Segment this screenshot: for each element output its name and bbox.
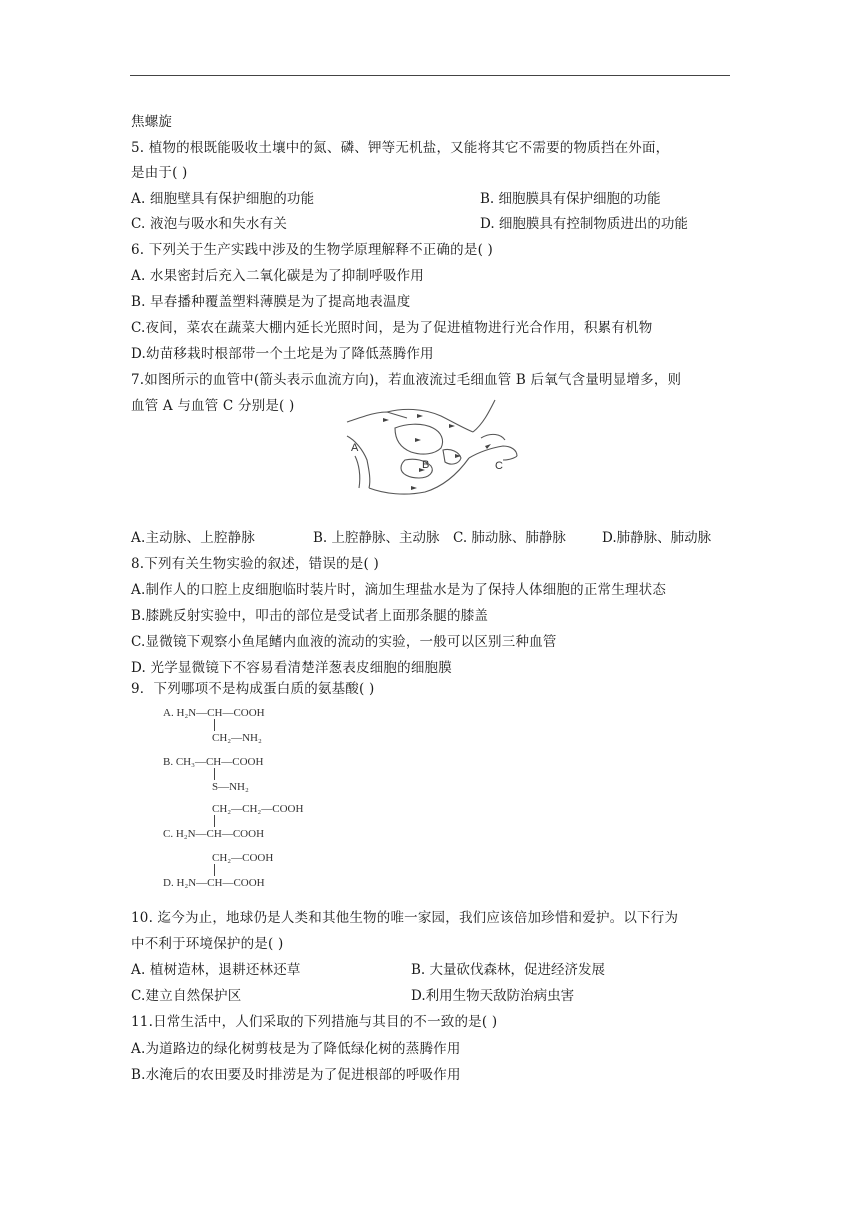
question-5-option-c: C. 液泡与吸水和失水有关 (131, 216, 288, 232)
option-c-formula: C. H₂N—CH—COOH (163, 828, 265, 840)
question-5-option-d: D. 细胞膜具有控制物质进出的功能 (480, 216, 688, 232)
question-8-option-d: D. 光学显微镜下不容易看清楚洋葱表皮细胞的细胞膜 (131, 660, 452, 676)
option-b-bond (214, 768, 215, 780)
question-7-option-a: A.主动脉、上腔静脉 (131, 530, 256, 546)
question-11-stem: 11.日常生活中，人们采取的下列措施与其目的不一致的是( ) (131, 1014, 498, 1030)
question-8-stem: 8.下列有关生物实验的叙述，错误的是( ) (131, 556, 379, 572)
question-7-option-c: C. 肺动脉、肺静脉 (453, 530, 566, 546)
question-5-stem: 5. 植物的根既能吸收土壤中的氮、磷、钾等无机盐，又能将其它不需要的物质挡在外面， (131, 140, 670, 156)
option-d-formula: D. H₂N—CH—COOH (163, 877, 265, 889)
question-7-stem-cont: 血管 A 与血管 C 分别是( ) (131, 398, 295, 414)
question-7-stem: 7.如图所示的血管中(箭头表示血流方向)，若血液流过毛细血管 B 后氧气含量明显增多，则 (131, 372, 682, 388)
question-6-option-b: B. 早春播种覆盖塑料薄膜是为了提高地表温度 (131, 294, 411, 310)
vessel-label-c: C (495, 460, 503, 472)
question-10-option-b: B. 大量砍伐森林，促进经济发展 (411, 962, 606, 978)
option-b-formula: B. CH₃—CH—COOH (163, 756, 264, 768)
question-6-option-d: D.幼苗移栽时根部带一个土坨是为了降低蒸腾作用 (131, 346, 434, 362)
question-10-option-a: A. 植树造林，退耕还林还草 (131, 962, 301, 978)
option-c-side-chain: CH₂—CH₂—COOH (212, 803, 304, 815)
question-5-option-b: B. 细胞膜具有保护细胞的功能 (480, 191, 661, 207)
question-10-option-c: C.建立自然保护区 (131, 988, 242, 1004)
header-rule (130, 75, 730, 76)
vessel-label-a: A (351, 442, 359, 454)
option-a-bond (214, 719, 215, 731)
option-b-side-chain: S—NH₂ (212, 781, 249, 793)
question-5-option-a: A. 细胞壁具有保护细胞的功能 (131, 191, 315, 207)
question-6-option-c: C.夜间，菜农在蔬菜大棚内延长光照时间，是为了促进植物进行光合作用，积累有机物 (131, 320, 653, 336)
question-11-option-b: B.水淹后的农田要及时排涝是为了促进根部的呼吸作用 (131, 1067, 461, 1083)
question-10-stem: 10. 迄今为止，地球仍是人类和其他生物的唯一家园，我们应该倍加珍惜和爱护。以下行为 (131, 910, 679, 926)
question-7-option-b: B. 上腔静脉、主动脉 (313, 530, 440, 546)
option-a-side-chain: CH₂—NH₂ (212, 732, 262, 744)
question-10-option-d: D.利用生物天敌防治病虫害 (411, 988, 575, 1004)
question-8-option-c: C.显微镜下观察小鱼尾鳍内血液的流动的实验，一般可以区别三种血管 (131, 634, 557, 650)
option-d-side-chain: CH₂—COOH (212, 852, 274, 864)
question-7-option-d: D.肺静脉、肺动脉 (602, 530, 712, 546)
question-5-stem-cont: 是由于( ) (131, 165, 188, 181)
question-10-stem-cont: 中不利于环境保护的是( ) (131, 936, 284, 952)
option-d-bond (214, 864, 215, 876)
question-9-stem: 9．下列哪项不是构成蛋白质的氨基酸( ) (131, 681, 375, 697)
question-4-tail: 焦螺旋 (131, 114, 173, 130)
question-8-option-b: B.膝跳反射实验中，叩击的部位是受试者上面那条腿的膝盖 (131, 608, 489, 624)
question-6-option-a: A. 水果密封后充入二氧化碳是为了抑制呼吸作用 (131, 268, 424, 284)
option-a-formula: A. H₂N—CH—COOH (163, 707, 265, 719)
vessel-label-b: B (422, 459, 430, 471)
question-11-option-a: A.为道路边的绿化树剪枝是为了降低绿化树的蒸腾作用 (131, 1041, 461, 1057)
question-8-option-a: A.制作人的口腔上皮细胞临时装片时，滴加生理盐水是为了保持人体细胞的正常生理状态 (131, 582, 667, 598)
blood-vessel-diagram (345, 398, 520, 498)
question-6-stem: 6. 下列关于生产实践中涉及的生物学原理解释不正确的是( ) (131, 242, 493, 258)
option-c-bond (214, 815, 215, 827)
